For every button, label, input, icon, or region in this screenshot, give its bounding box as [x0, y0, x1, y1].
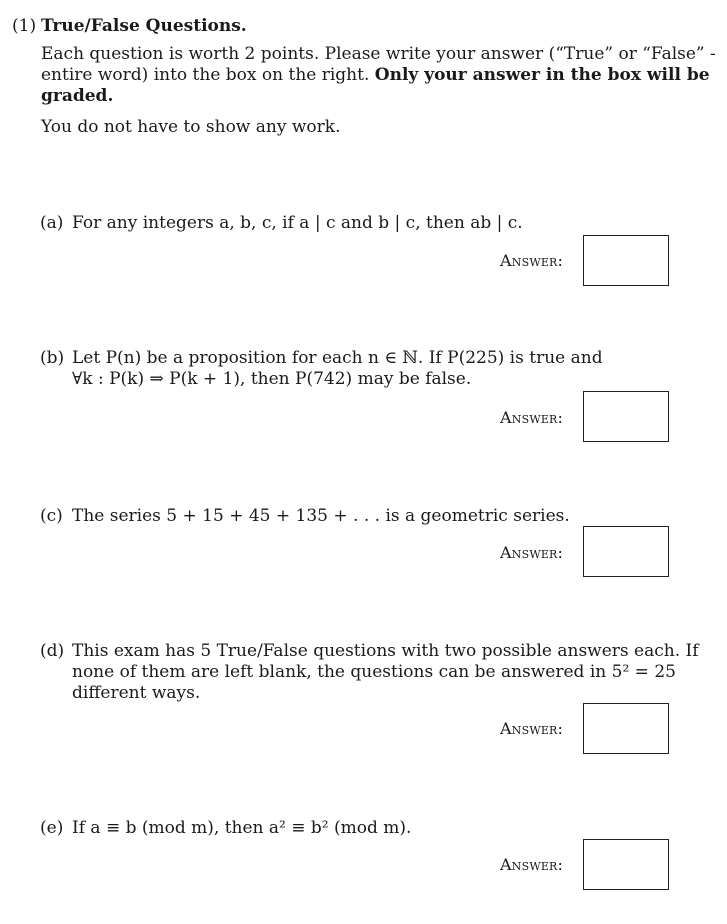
- question-text-line: For any integers a, b, c, if a | c and b | c, then ab | c.: [72, 213, 523, 233]
- answer-label: Answer:: [500, 251, 564, 270]
- question-text-line: none of them are left blank, the questions can be answered in 5² = 25: [72, 662, 676, 682]
- answer-box-a[interactable]: [583, 235, 669, 286]
- question-label: (c): [40, 506, 63, 526]
- question-text-line: ∀k : P(k) ⇒ P(k + 1), then P(742) may be false.: [72, 369, 472, 389]
- answer-label: Answer:: [500, 408, 564, 427]
- instructions-line-3-bold: graded.: [41, 86, 114, 106]
- question-text-line: The series 5 + 15 + 45 + 135 + . . . is a geometric series.: [72, 506, 570, 526]
- answer-box-c[interactable]: [583, 526, 669, 577]
- question-text-line: If a ≡ b (mod m), then a² ≡ b² (mod m).: [72, 818, 412, 838]
- answer-box-b[interactable]: [583, 391, 669, 442]
- instructions-line-2-text: entire word) into the box on the right.: [41, 65, 370, 85]
- question-label: (d): [40, 641, 65, 661]
- instructions-line-2-bold: Only your answer in the box will be: [374, 65, 710, 85]
- question-text-line: This exam has 5 True/False questions with two possible answers each. If: [72, 641, 699, 661]
- question-text-line: Let P(n) be a proposition for each n ∈ ℕ. If P(225) is true and: [72, 348, 603, 368]
- answer-box-d[interactable]: [583, 703, 669, 754]
- section-title: True/False Questions.: [41, 16, 247, 36]
- question-label: (a): [40, 213, 64, 233]
- instructions-hint: You do not have to show any work.: [41, 117, 341, 137]
- question-label: (e): [40, 818, 64, 838]
- instructions-line-2: [41, 65, 716, 86]
- answer-label: Answer:: [500, 855, 564, 874]
- instructions-line-1: Each question is worth 2 points. Please write your answer (“True” or “False” -: [41, 44, 716, 64]
- answer-box-e[interactable]: [583, 839, 669, 890]
- question-text-line: different ways.: [72, 683, 201, 703]
- question-label: (b): [40, 348, 65, 368]
- section-number: (1): [12, 16, 37, 36]
- instructions: [41, 44, 716, 107]
- answer-label: Answer:: [500, 543, 564, 562]
- answer-label: Answer:: [500, 719, 564, 738]
